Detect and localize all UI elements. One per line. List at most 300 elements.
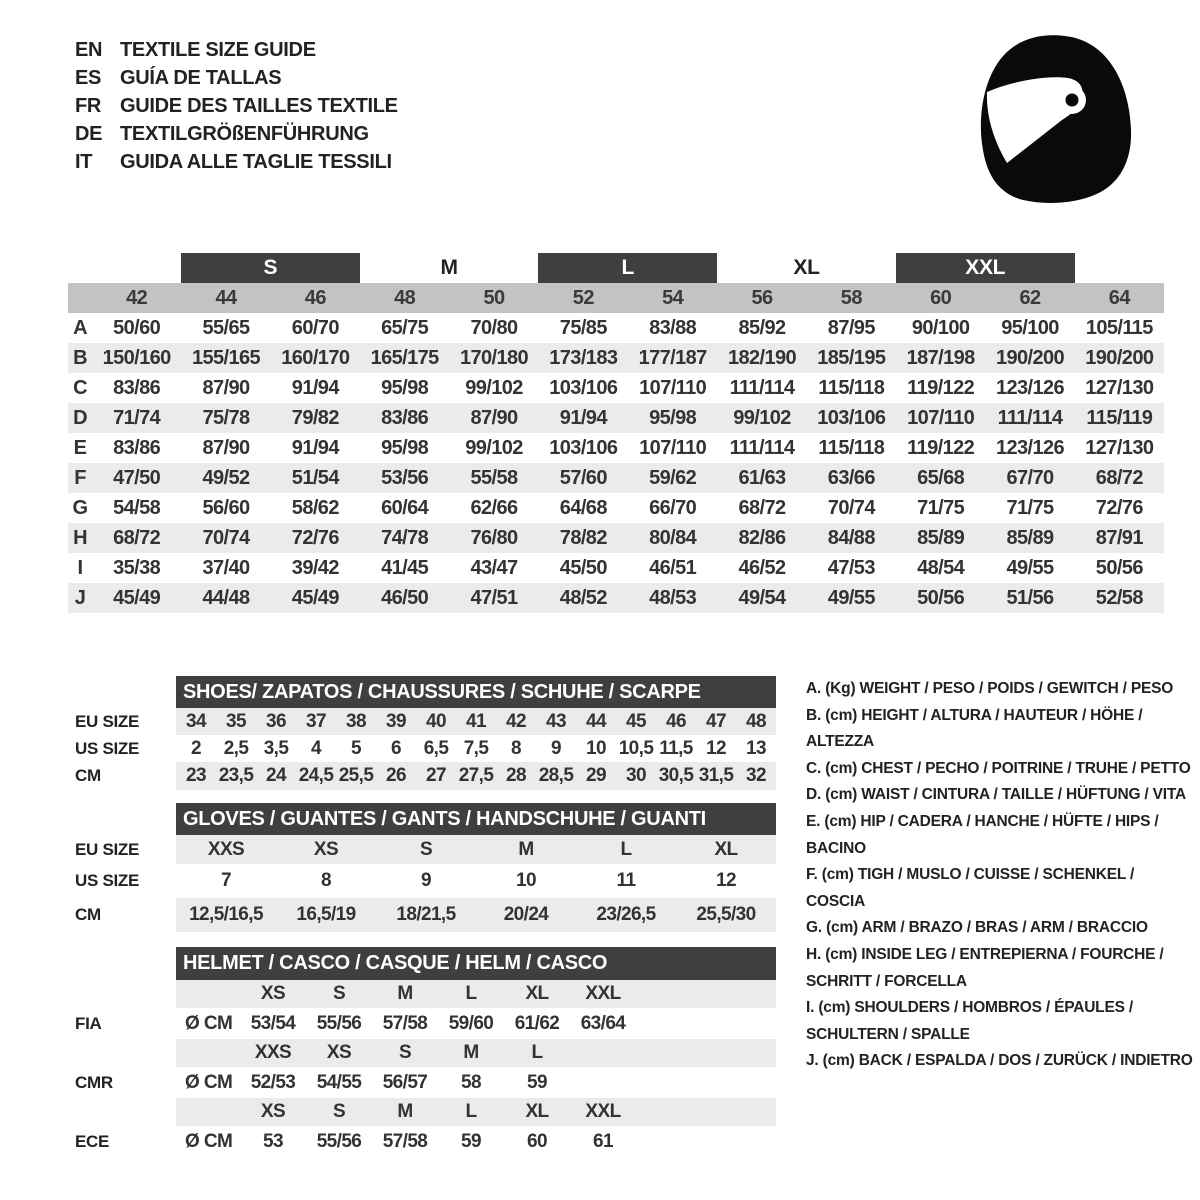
size-cell: 58/62 <box>291 496 339 519</box>
helmet-size-header-cell: XS <box>240 1098 306 1126</box>
size-cell: 78/82 <box>559 526 607 549</box>
shoes-value-cell: 23 <box>176 762 216 790</box>
size-group-header-row <box>68 253 1164 283</box>
size-cell: 55/65 <box>202 316 250 339</box>
size-cell: 190/200 <box>1085 346 1154 369</box>
size-cell: 68/72 <box>113 526 161 549</box>
size-row-g <box>68 493 1164 523</box>
legend-letter: F. <box>806 866 818 884</box>
gloves-value-cell: M <box>476 835 576 864</box>
size-cell: 68/72 <box>738 496 786 519</box>
size-cell: 55/58 <box>470 466 518 489</box>
column-header-cell: 58 <box>840 286 862 309</box>
size-cell: 71/75 <box>1006 496 1054 519</box>
shoes-value-cell: 27 <box>416 762 456 790</box>
shoes-value-cell: 5 <box>351 737 361 759</box>
helmet-size-header-cell: XS <box>306 1039 372 1067</box>
language-code: IT <box>75 150 93 173</box>
legend-letter: I. <box>806 999 815 1017</box>
language-title: GUÍA DE TALLAS <box>120 66 282 89</box>
size-cell: 71/74 <box>113 406 161 429</box>
size-cell: 76/80 <box>470 526 518 549</box>
helmet-value-cell: 56/57 <box>382 1071 428 1093</box>
standard-label: ECE <box>75 1131 110 1151</box>
shoes-value-cell: 3,5 <box>263 737 289 759</box>
shoes-value-cell: 2 <box>191 737 201 759</box>
size-cell: 103/106 <box>549 436 618 459</box>
shoes-value-cell: 44 <box>576 708 616 735</box>
legend-unit: (cm) <box>821 866 854 884</box>
shoes-value-cell: 31,5 <box>696 762 736 790</box>
size-cell: 83/86 <box>113 436 161 459</box>
size-cell: 57/60 <box>559 466 607 489</box>
legend-text: WAIST / CINTURA / TAILLE / HÜFTUNG / VITA <box>861 786 1187 804</box>
size-cell: 50/60 <box>113 316 161 339</box>
size-cell: 39/42 <box>291 556 339 579</box>
size-cell: 177/187 <box>638 346 707 369</box>
size-cell: 60/64 <box>381 496 429 519</box>
row-label: A <box>73 316 87 339</box>
size-cell: 49/54 <box>738 586 786 609</box>
gloves-row-label: US SIZE <box>75 871 140 890</box>
gloves-value-cell: 8 <box>321 870 331 891</box>
shoes-value-cell: 30 <box>616 762 656 790</box>
column-header-cell: 56 <box>751 286 773 309</box>
size-cell: 37/40 <box>202 556 250 579</box>
size-cell: 82/86 <box>738 526 786 549</box>
size-cell: 107/110 <box>639 376 707 399</box>
helmet-size-header-cell: XS <box>240 980 306 1008</box>
language-row <box>75 92 398 120</box>
size-cell: 48/52 <box>559 586 607 609</box>
gloves-value-cell: XL <box>676 835 776 864</box>
size-group-l: L <box>538 253 717 283</box>
size-cell: 107/110 <box>907 406 975 429</box>
size-cell: 49/52 <box>202 466 250 489</box>
standard-spacer <box>75 1098 176 1126</box>
size-cell: 72/76 <box>291 526 339 549</box>
legend-unit: (cm) <box>826 919 859 937</box>
shoes-value-cell: 9 <box>551 737 561 759</box>
row-label: H <box>73 526 87 549</box>
column-header-cell: 48 <box>394 286 416 309</box>
helmet-value-cell: 53/54 <box>250 1012 296 1034</box>
helmet-size-header-cell: S <box>372 1039 438 1067</box>
size-cell: 54/58 <box>113 496 161 519</box>
size-cell: 61/63 <box>738 466 786 489</box>
size-cell: 65/75 <box>381 316 429 339</box>
shoes-value-cell: 4 <box>311 737 321 759</box>
helmet-value-cell: 61/62 <box>514 1012 560 1034</box>
size-table-body <box>68 313 1164 613</box>
helmet-size-header-cell: XL <box>504 1098 570 1126</box>
shoes-value-cell: 38 <box>336 708 376 735</box>
size-row-f <box>68 463 1164 493</box>
size-cell: 72/76 <box>1095 496 1143 519</box>
shoes-value-cell: 48 <box>736 708 776 735</box>
shoes-value-cell: 46 <box>656 708 696 735</box>
helmet-size-header-cell: L <box>438 980 504 1008</box>
size-cell: 63/66 <box>827 466 875 489</box>
shoes-value-cell: 23,5 <box>216 762 256 790</box>
size-cell: 70/74 <box>202 526 250 549</box>
shoes-size-table <box>75 676 776 790</box>
size-cell: 95/100 <box>1001 316 1059 339</box>
legend-letter: E. <box>806 812 821 830</box>
size-cell: 127/130 <box>1085 436 1154 459</box>
size-cell: 65/68 <box>917 466 965 489</box>
shoes-value-cell: 42 <box>496 708 536 735</box>
shoes-value-cell: 7,5 <box>463 737 489 759</box>
legend-text: CHEST / PECHO / POITRINE / TRUHE / PETTO <box>861 759 1191 777</box>
column-header-cell: 62 <box>1019 286 1041 309</box>
language-title: TEXTILGRÖßENFÜHRUNG <box>120 122 369 145</box>
shoes-value-cell: 12 <box>706 737 726 759</box>
shoes-value-cell: 13 <box>746 737 766 759</box>
size-cell: 71/75 <box>917 496 965 519</box>
column-header-cell: 42 <box>126 286 148 309</box>
size-row-j <box>68 583 1164 613</box>
size-group-s: S <box>181 253 360 283</box>
size-cell: 43/47 <box>470 556 518 579</box>
diameter-unit-cell: Ø CM <box>185 1012 233 1034</box>
size-cell: 165/175 <box>370 346 439 369</box>
title-spacer <box>75 676 176 708</box>
size-cell: 123/126 <box>995 376 1065 399</box>
size-group-xxl: XXL <box>896 253 1075 283</box>
helmet-size-header-cell: M <box>372 1098 438 1126</box>
standard-label: FIA <box>75 1013 102 1033</box>
size-cell: 80/84 <box>649 526 697 549</box>
helmet-value-cell: 60 <box>527 1130 547 1152</box>
helmet-value-cell: 52/53 <box>250 1071 296 1093</box>
shoes-value-cell: 40 <box>416 708 456 735</box>
language-title: GUIDE DES TAILLES TEXTILE <box>120 94 398 117</box>
unit-spacer <box>176 980 240 1008</box>
size-cell: 90/100 <box>911 316 970 339</box>
size-cell: 48/54 <box>917 556 965 579</box>
legend-letter: D. <box>806 786 822 804</box>
size-cell: 44/48 <box>202 586 250 609</box>
gloves-title-bar: GLOVES / GUANTES / GANTS / HANDSCHUHE / GUANTI <box>176 803 776 835</box>
legend-text: BACK / ESPALDA / DOS / ZURÜCK / INDIETRO <box>858 1052 1193 1070</box>
shoes-value-cell: 39 <box>376 708 416 735</box>
legend-text: HIP / CADERA / HANCHE / HÜFTE / HIPS / BACINO <box>806 812 1159 857</box>
shoes-value-cell: 27,5 <box>456 762 496 790</box>
legend-item <box>806 995 1196 1048</box>
size-cell: 111/114 <box>729 376 795 399</box>
language-title: GUIDA ALLE TAGLIE TESSILI <box>120 150 392 173</box>
title-spacer <box>75 947 176 980</box>
size-cell: 91/94 <box>291 436 339 459</box>
shoes-value-cell: 37 <box>296 708 336 735</box>
size-cell: 87/95 <box>827 316 875 339</box>
helmet-size-header-cell: S <box>306 980 372 1008</box>
legend-item <box>806 809 1196 862</box>
size-cell: 150/160 <box>102 346 171 369</box>
size-cell: 59/62 <box>649 466 697 489</box>
gloves-value-cell: 20/24 <box>476 898 576 932</box>
gloves-value-cell: XS <box>276 835 376 864</box>
gloves-value-cell: 18/21,5 <box>376 898 476 932</box>
size-cell: 35/38 <box>113 556 161 579</box>
textile-size-table <box>68 253 1164 613</box>
size-cell: 52/58 <box>1095 586 1143 609</box>
size-cell: 115/118 <box>818 436 885 459</box>
helmet-value-cell: 63/64 <box>580 1012 626 1034</box>
size-cell: 111/114 <box>729 436 795 459</box>
gloves-value-cell: 9 <box>421 870 431 891</box>
size-cell: 51/54 <box>291 466 339 489</box>
size-cell: 50/56 <box>1095 556 1143 579</box>
size-group-m: M <box>440 256 458 279</box>
row-filler <box>636 1126 776 1157</box>
shoes-value-cell: 45 <box>616 708 656 735</box>
size-cell: 105/115 <box>1085 316 1153 339</box>
helmet-size-header-cell: XXL <box>570 980 636 1008</box>
shoes-value-cell: 32 <box>736 762 776 790</box>
row-label: C <box>73 376 87 399</box>
size-cell: 46/50 <box>381 586 429 609</box>
unit-spacer <box>176 1039 240 1067</box>
size-cell: 60/70 <box>291 316 339 339</box>
size-cell: 115/119 <box>1086 406 1153 429</box>
helmet-value-cell: 53 <box>263 1130 283 1152</box>
legend-letter: A. <box>806 680 822 697</box>
size-cell: 85/89 <box>1006 526 1054 549</box>
size-cell: 49/55 <box>827 586 875 609</box>
shoes-row-label: EU SIZE <box>75 711 140 731</box>
band-filler <box>636 1039 776 1067</box>
helmet-value-cell: 58 <box>461 1071 481 1093</box>
size-cell: 47/50 <box>113 466 161 489</box>
size-cell: 85/89 <box>917 526 965 549</box>
gloves-value-cell: 12 <box>716 870 736 891</box>
shoes-value-cell: 47 <box>696 708 736 735</box>
language-row <box>75 148 398 176</box>
column-header-cell: 60 <box>930 286 952 309</box>
column-header-cell: 52 <box>572 286 594 309</box>
size-row-e <box>68 433 1164 463</box>
helmet-size-header-cell: XL <box>504 980 570 1008</box>
column-header-cell: 50 <box>483 286 505 309</box>
size-cell: 70/74 <box>827 496 875 519</box>
gloves-value-cell: 23/26,5 <box>576 898 676 932</box>
size-cell: 190/200 <box>995 346 1065 369</box>
size-group-xl: XL <box>793 256 820 279</box>
size-cell: 70/80 <box>470 316 518 339</box>
standard-spacer <box>75 980 176 1008</box>
size-cell: 64/68 <box>559 496 607 519</box>
helmet-size-header-cell: XXL <box>570 1098 636 1126</box>
size-row-h <box>68 523 1164 553</box>
size-cell: 41/45 <box>381 556 429 579</box>
row-label: B <box>73 346 87 369</box>
legend-item <box>806 915 1196 942</box>
size-cell: 87/90 <box>202 376 250 399</box>
legend-unit: (cm) <box>818 999 851 1017</box>
size-cell: 99/102 <box>465 436 523 459</box>
column-header-cell: 46 <box>304 286 326 309</box>
legend-item <box>806 703 1196 756</box>
helmet-value-cell: 54/55 <box>316 1071 362 1093</box>
gloves-value-cell: L <box>576 835 676 864</box>
size-cell: 67/70 <box>1006 466 1054 489</box>
shoes-value-cell: 29 <box>576 762 616 790</box>
legend-item <box>806 862 1196 915</box>
helmet-size-header-cell: S <box>306 1098 372 1126</box>
shoes-value-cell: 2,5 <box>223 737 249 759</box>
helmet-size-header-cell: M <box>438 1039 504 1067</box>
gloves-row-label: CM <box>75 905 101 924</box>
size-cell: 185/195 <box>817 346 886 369</box>
size-cell: 155/165 <box>191 346 261 369</box>
title-spacer <box>75 803 176 835</box>
language-code: EN <box>75 38 103 61</box>
size-cell: 56/60 <box>202 496 250 519</box>
size-cell: 119/122 <box>907 436 975 459</box>
gloves-value-cell: XXS <box>176 835 276 864</box>
gloves-row-label: EU SIZE <box>75 839 140 859</box>
shoes-row-label: CM <box>75 766 101 785</box>
helmet-size-table <box>75 947 776 1157</box>
language-row <box>75 36 398 64</box>
size-cell: 75/78 <box>202 406 250 429</box>
row-filler <box>636 1008 776 1039</box>
helmet-value-cell: 55/56 <box>316 1012 362 1034</box>
size-cell: 99/102 <box>733 406 791 429</box>
gloves-value-cell: 10 <box>516 870 536 891</box>
size-cell: 95/98 <box>381 436 429 459</box>
legend-item <box>806 756 1196 783</box>
size-row-d <box>68 403 1164 433</box>
helmet-value-cell: 59 <box>461 1130 481 1152</box>
legend-unit: (cm) <box>822 1052 855 1070</box>
measurement-legend <box>806 676 1196 1075</box>
shoes-value-cell: 6,5 <box>423 737 449 759</box>
size-cell: 111/114 <box>997 406 1063 429</box>
legend-text: HEIGHT / ALTURA / HAUTEUR / HÖHE / ALTEZZA <box>806 706 1143 751</box>
shoes-value-cell: 11,5 <box>659 737 693 759</box>
gloves-size-table <box>75 803 776 932</box>
shoes-value-cell: 41 <box>456 708 496 735</box>
size-cell: 66/70 <box>649 496 697 519</box>
size-cell: 47/53 <box>827 556 875 579</box>
size-row-a <box>68 313 1164 343</box>
legend-unit: (cm) <box>825 759 858 777</box>
size-cell: 49/55 <box>1006 556 1054 579</box>
size-cell: 182/190 <box>727 346 797 369</box>
shoes-value-cell: 28 <box>496 762 536 790</box>
helmet-title-bar: HELMET / CASCO / CASQUE / HELM / CASCO <box>176 947 776 980</box>
column-header-cell: 44 <box>215 286 237 309</box>
size-cell: 119/122 <box>907 376 975 399</box>
legend-letter: J. <box>806 1052 819 1070</box>
helmet-icon <box>975 32 1135 210</box>
shoes-value-cell: 24,5 <box>296 762 336 790</box>
helmet-size-header-cell: L <box>438 1098 504 1126</box>
helmet-value-cell: 59 <box>527 1071 547 1093</box>
legend-unit: (cm) <box>825 786 858 804</box>
size-cell: 160/170 <box>281 346 350 369</box>
size-cell: 45/49 <box>113 586 161 609</box>
helmet-value-cell <box>570 1067 636 1098</box>
size-cell: 187/198 <box>906 346 975 369</box>
size-cell: 123/126 <box>995 436 1065 459</box>
size-cell: 45/49 <box>291 586 339 609</box>
size-cell: 74/78 <box>381 526 429 549</box>
legend-letter: H. <box>806 945 822 963</box>
legend-text: TIGH / MUSLO / CUISSE / SCHENKEL / COSCIA <box>806 866 1135 910</box>
legend-item <box>806 782 1196 809</box>
gloves-value-cell: 16,5/19 <box>276 898 376 932</box>
helmet-size-header-cell: M <box>372 980 438 1008</box>
size-cell: 83/88 <box>649 316 697 339</box>
language-title-list <box>75 36 398 176</box>
size-cell: 103/106 <box>549 376 618 399</box>
size-row-i <box>68 553 1164 583</box>
legend-letter: B. <box>806 706 822 724</box>
size-group-spacer <box>68 253 181 283</box>
legend-text: INSIDE LEG / ENTREPIERNA / FOURCHE / SCHRITT / FORCELLA <box>806 945 1164 990</box>
row-label: G <box>72 496 88 519</box>
shoes-title-bar: SHOES/ ZAPATOS / CHAUSSURES / SCHUHE / SCARPE <box>176 676 776 708</box>
unit-spacer <box>176 1098 240 1126</box>
language-row <box>75 120 398 148</box>
size-cell: 87/90 <box>202 436 250 459</box>
size-cell: 85/92 <box>738 316 786 339</box>
size-cell: 91/94 <box>291 376 339 399</box>
size-cell: 127/130 <box>1085 376 1154 399</box>
size-row-c <box>68 373 1164 403</box>
helmet-size-header-cell: L <box>504 1039 570 1067</box>
shoes-value-cell: 28,5 <box>536 762 576 790</box>
size-cell: 103/106 <box>817 406 886 429</box>
size-cell: 87/90 <box>470 406 518 429</box>
band-filler <box>636 1098 776 1126</box>
language-code: DE <box>75 122 103 145</box>
legend-item <box>806 1048 1196 1075</box>
size-cell: 46/52 <box>738 556 786 579</box>
shoes-value-cell: 35 <box>216 708 256 735</box>
shoes-value-cell: 36 <box>256 708 296 735</box>
size-number-band <box>68 283 1164 313</box>
shoes-value-cell: 43 <box>536 708 576 735</box>
size-cell: 87/91 <box>1095 526 1143 549</box>
helmet-value-cell: 57/58 <box>382 1012 428 1034</box>
row-label: E <box>73 436 87 459</box>
shoes-value-cell: 10,5 <box>618 737 654 759</box>
size-cell: 170/180 <box>459 346 529 369</box>
legend-item <box>806 942 1196 995</box>
legend-item <box>806 676 1196 703</box>
legend-text: ARM / BRAZO / BRAS / ARM / BRACCIO <box>861 919 1148 937</box>
shoes-value-cell: 34 <box>176 708 216 735</box>
helmet-value-cell: 57/58 <box>382 1130 428 1152</box>
shoes-value-cell: 6 <box>391 737 401 759</box>
gloves-value-cell: 25,5/30 <box>676 898 776 932</box>
helmet-size-header-cell: XXS <box>240 1039 306 1067</box>
helmet-icon-svg <box>975 32 1135 207</box>
row-label: D <box>73 406 87 429</box>
gloves-value-cell: S <box>376 835 476 864</box>
language-code: ES <box>75 66 102 89</box>
legend-unit: (Kg) <box>825 680 856 697</box>
shoes-value-cell: 24 <box>256 762 296 790</box>
language-code: FR <box>75 94 102 117</box>
size-cell: 47/51 <box>470 586 518 609</box>
shoes-value-cell: 25,5 <box>336 762 376 790</box>
